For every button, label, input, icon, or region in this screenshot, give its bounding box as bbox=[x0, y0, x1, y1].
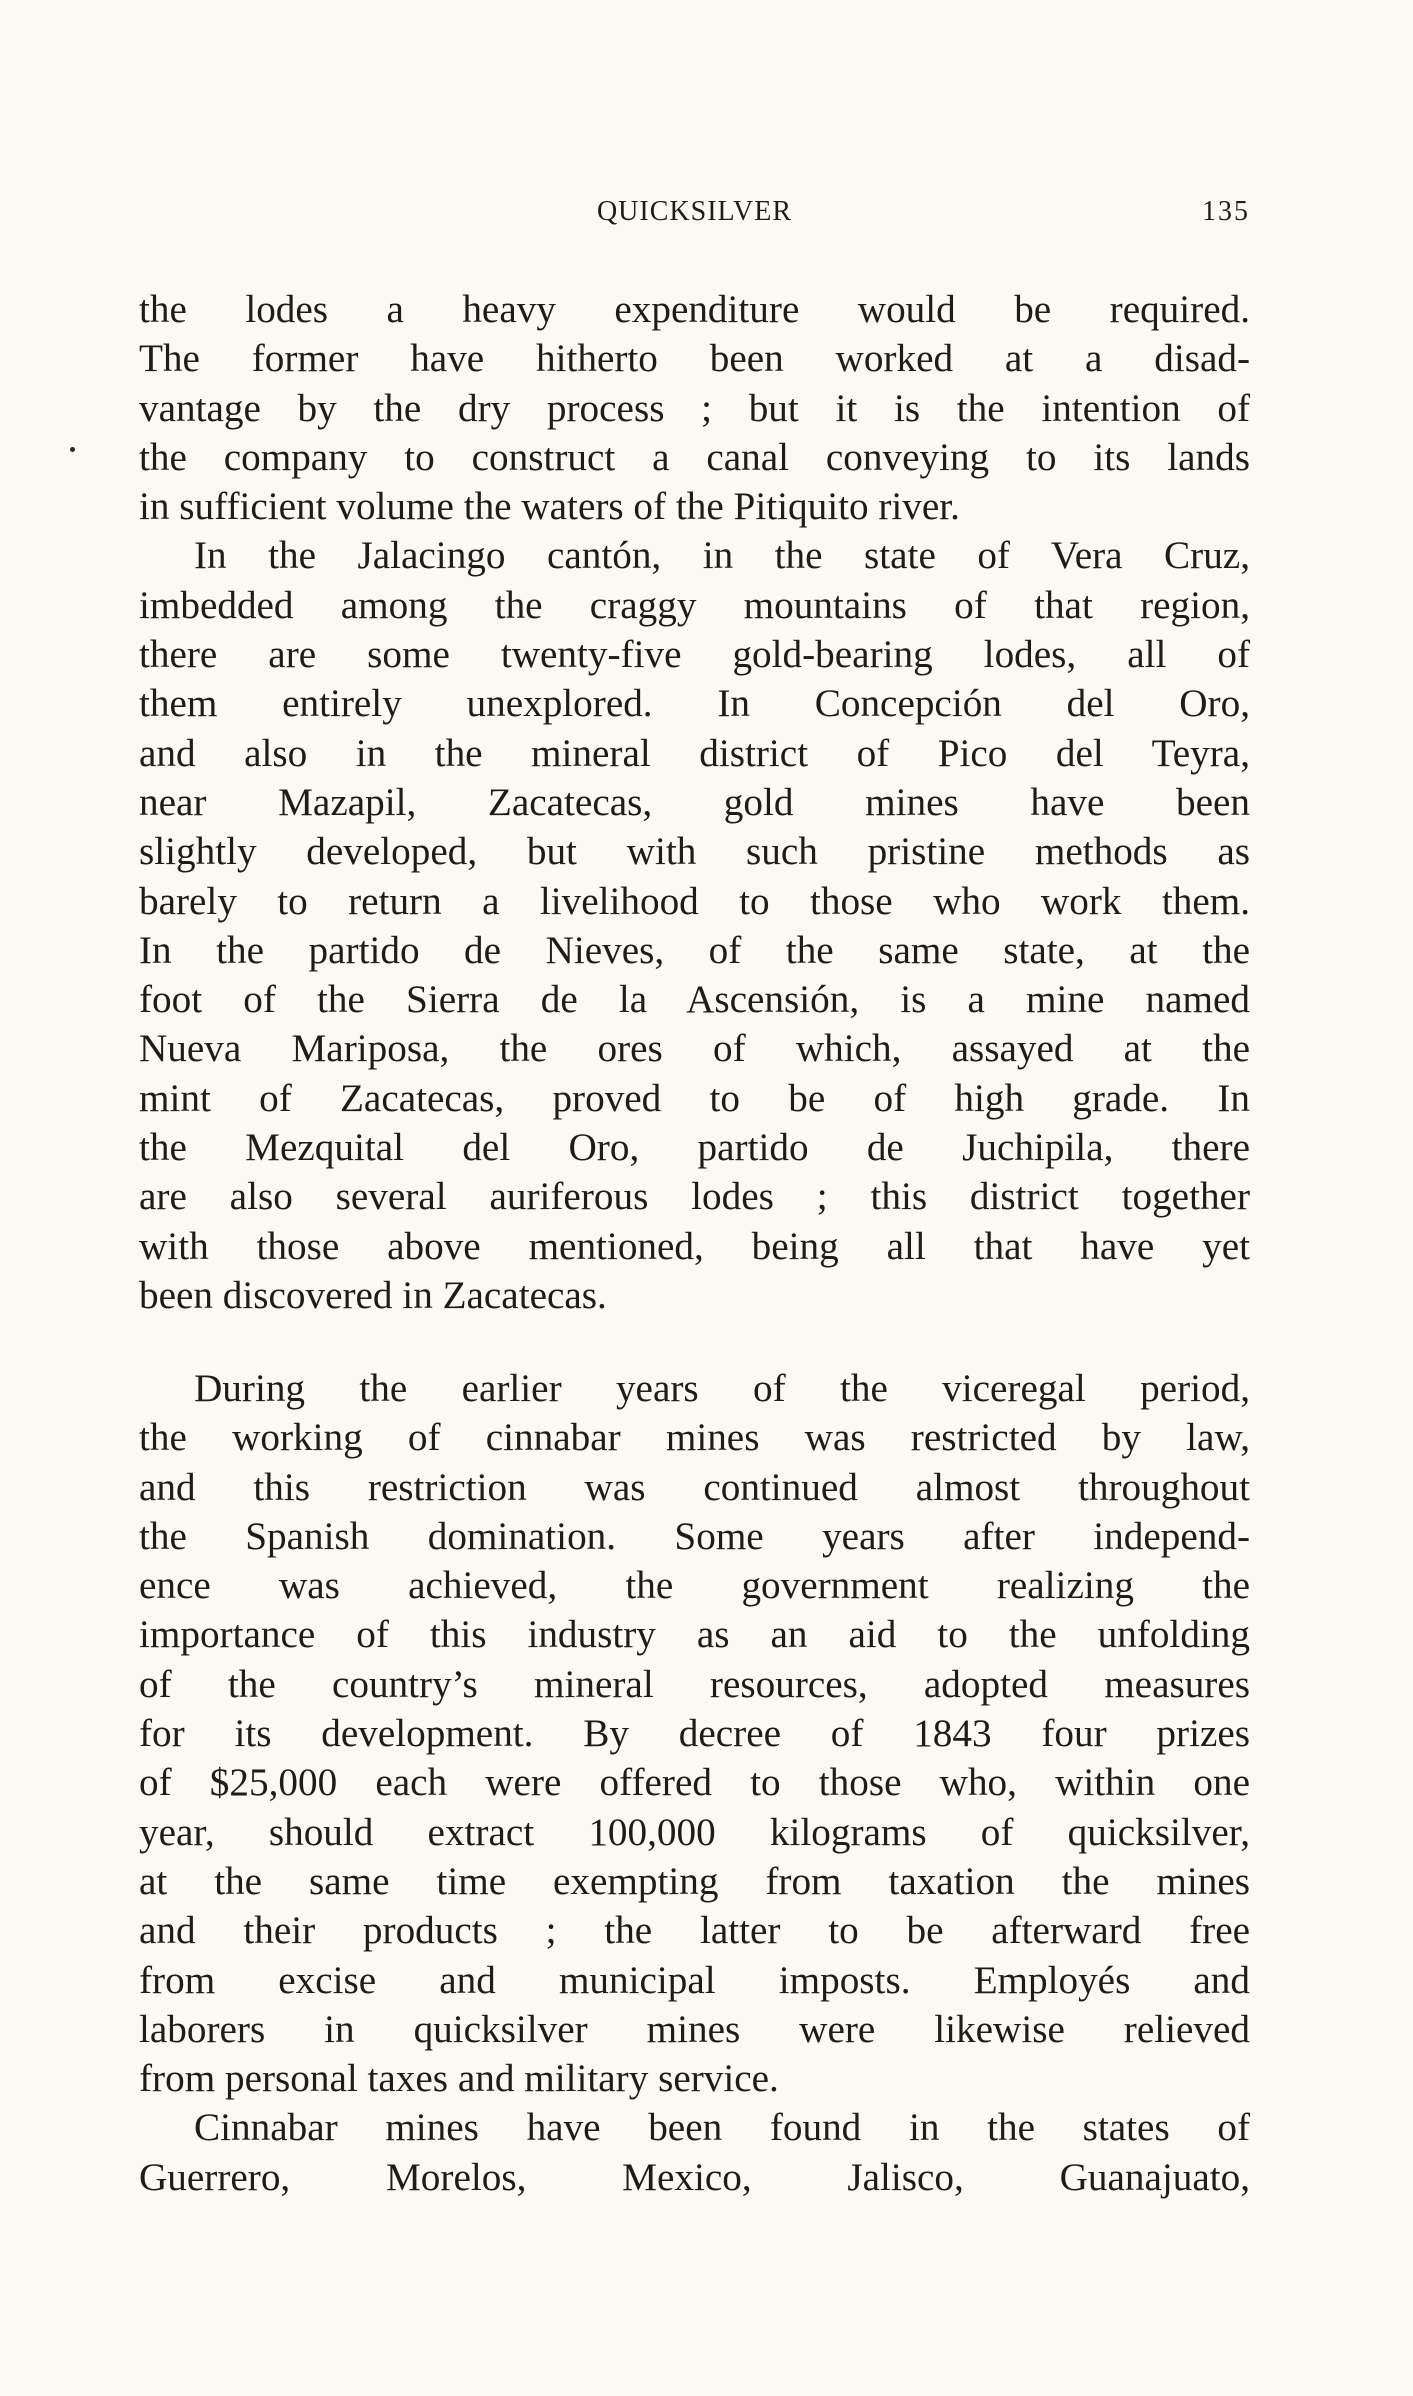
text-line: During the earlier years of the viceregal period, bbox=[194, 1367, 1250, 1410]
text-line: from personal taxes and military service. bbox=[139, 2057, 779, 2101]
text-line: laborers in quicksilver mines were likewise relieved bbox=[139, 2007, 1250, 2051]
text-line: In the partido de Nieves, of the same state, at the bbox=[139, 928, 1250, 972]
running-head bbox=[139, 196, 1250, 236]
text-line: the Mezquital del Oro, partido de Juchipila, there bbox=[139, 1126, 1250, 1170]
text-line: of the country’s mineral resources, adopted measures bbox=[139, 1662, 1250, 1706]
text-line: the lodes a heavy expenditure would be required. bbox=[139, 288, 1250, 331]
text-line: importance of this industry as an aid to the unfolding bbox=[139, 1613, 1250, 1657]
text-line: with those above mentioned, being all that have yet bbox=[139, 1224, 1250, 1268]
text-line: are also several auriferous lodes ; this district together bbox=[139, 1175, 1250, 1219]
paragraph-cinnabar-restriction bbox=[139, 1364, 1250, 2103]
text-block-lower bbox=[139, 1364, 1250, 2202]
text-line: from excise and municipal imposts. Employés and bbox=[139, 1958, 1250, 2002]
text-line: been discovered in Zacatecas. bbox=[139, 1273, 607, 1317]
text-line: the working of cinnabar mines was restricted by law, bbox=[139, 1416, 1250, 1460]
margin-dot-mark bbox=[70, 447, 75, 452]
text-line: year, should extract 100,000 kilograms of quicksilver, bbox=[139, 1810, 1250, 1854]
text-line: ence was achieved, the government realizing the bbox=[139, 1564, 1250, 1608]
text-line: at the same time exempting from taxation the mines bbox=[139, 1859, 1250, 1903]
text-line: Nueva Mariposa, the ores of which, assayed at the bbox=[139, 1027, 1250, 1071]
text-block-upper bbox=[139, 285, 1250, 1320]
text-line: for its development. By decree of 1843 four prizes bbox=[139, 1712, 1250, 1756]
text-line: and this restriction was continued almost throughout bbox=[139, 1465, 1250, 1509]
text-line: barely to return a livelihood to those who work them. bbox=[139, 879, 1250, 923]
text-line: Guerrero, Morelos, Mexico, Jalisco, Guanajuato, bbox=[139, 2155, 1250, 2199]
text-line: the Spanish domination. Some years after independ- bbox=[139, 1514, 1250, 1558]
paragraph-lode-expenditure bbox=[139, 285, 1250, 531]
text-line: In the Jalacingo cantón, in the state of Vera Cruz, bbox=[194, 534, 1250, 578]
text-line: and their products ; the latter to be afterward free bbox=[139, 1909, 1250, 1953]
text-line: Cinnabar mines have been found in the states of bbox=[194, 2106, 1250, 2150]
text-line: them entirely unexplored. In Concepción del Oro, bbox=[139, 682, 1250, 726]
text-line: there are some twenty-five gold-bearing lodes, all of bbox=[139, 633, 1250, 677]
text-line: foot of the Sierra de la Ascensión, is a mine named bbox=[139, 978, 1250, 1022]
text-line: The former have hitherto been worked at a disad- bbox=[139, 337, 1250, 381]
text-line: imbedded among the craggy mountains of that region, bbox=[139, 583, 1250, 627]
text-line: of $25,000 each were offered to those who, within one bbox=[139, 1761, 1250, 1805]
text-line: and also in the mineral district of Pico del Teyra, bbox=[139, 731, 1250, 775]
paragraph-cinnabar-states bbox=[139, 2103, 1250, 2202]
text-line: slightly developed, but with such pristine methods as bbox=[139, 830, 1250, 874]
running-title: QUICKSILVER bbox=[596, 196, 793, 227]
text-line: vantage by the dry process ; but it is the intention of bbox=[139, 386, 1250, 430]
page-number: 135 bbox=[1202, 196, 1250, 227]
text-line: mint of Zacatecas, proved to be of high grade. In bbox=[139, 1076, 1250, 1120]
text-line: the company to construct a canal conveying to its lands bbox=[139, 435, 1250, 479]
paragraph-gold-bearing-lodes bbox=[139, 531, 1250, 1320]
text-line: in sufficient volume the waters of the Pitiquito river. bbox=[139, 485, 960, 529]
text-line: near Mazapil, Zacatecas, gold mines have been bbox=[139, 780, 1250, 824]
